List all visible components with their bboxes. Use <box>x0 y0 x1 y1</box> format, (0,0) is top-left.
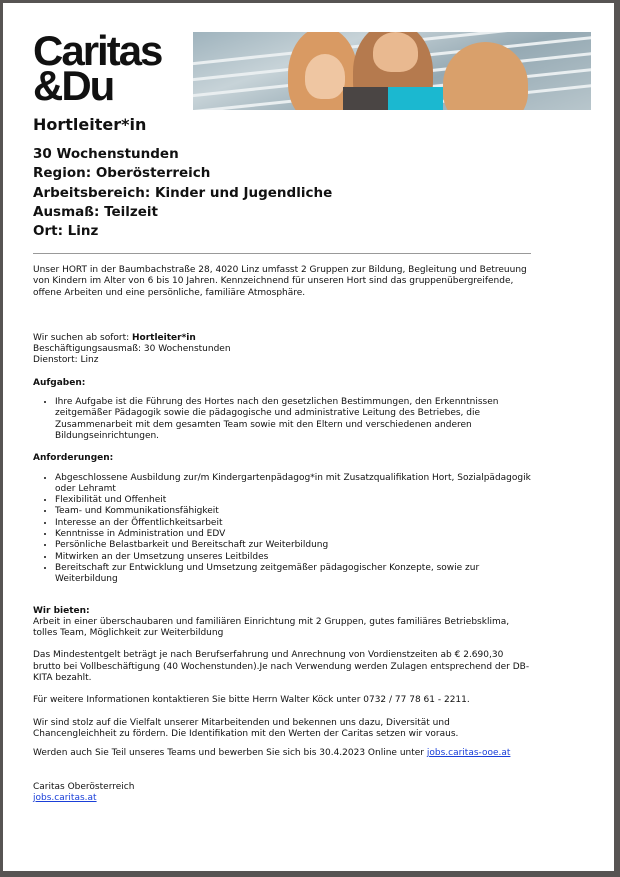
meta-region: Region: Oberösterreich <box>33 165 211 182</box>
list-item: • Persönliche Belastbarkeit und Bereitschaft zur Weiterbildung <box>55 540 533 551</box>
search-hours: Beschäftigungsausmaß: 30 Wochenstunden <box>33 344 231 355</box>
logo-line-2: &Du <box>33 62 114 109</box>
contact-text: Für weitere Informationen kontaktieren Sie bitte Herrn Walter Köck unter 0732 / 77 78 61 - 2211. <box>33 695 470 706</box>
tasks-list <box>33 397 533 442</box>
offer-text: Arbeit in einer überschaubaren und familiären Einrichtung mit 2 Gruppen, gutes familiäres Betriebsklima, tolles Team, Möglichkeit zur Weiterbildung <box>33 616 510 639</box>
intro-text: Unser HORT in der Baumbachstraße 28, 4020 Linz umfasst 2 Gruppen zur Bildung, Begleitung und Betreuung von Kindern im Alter von 6 bis 10 Jahren. Kennzeichnend für unseren Hort sind das gruppenübergreifende, offene Arbeiten und eine persönliche, familiäre Atmosphäre. <box>33 265 527 298</box>
list-item: • Mitwirken an der Umsetzung unseres Leitbildes <box>55 552 533 563</box>
divider <box>33 253 531 254</box>
footer-org: Caritas Oberösterreich <box>33 781 135 792</box>
search-position: Hortleiter*in <box>132 332 196 343</box>
search-location: Dienstort: Linz <box>33 355 99 366</box>
job-title: Hortleiter*in <box>33 115 147 134</box>
requirements-heading: Anforderungen: <box>33 453 114 464</box>
list-item: • Flexibilität und Offenheit <box>55 495 533 506</box>
list-item: • Bereitschaft zur Entwicklung und Umsetzung zeitgemäßer pädagogischer Konzepte, sowie zur Weiterbildung <box>55 563 533 586</box>
meta-area: Arbeitsbereich: Kinder und Jugendliche <box>33 184 333 201</box>
diversity-text: Wir sind stolz auf die Vielfalt unserer Mitarbeitenden und bekennen uns dazu, Diversität und Chancengleichheit zu fördern. Die Identifikation mit den Werten der Caritas setzen wir voraus. <box>33 717 459 739</box>
caritas-logo <box>33 27 162 109</box>
search-line: Wir suchen ab sofort: Hortleiter*in <box>33 332 196 343</box>
job-description <box>33 265 533 804</box>
meta-hours: 30 Wochenstunden <box>33 146 179 162</box>
hero-image <box>193 32 591 110</box>
logo-line-1: Caritas <box>33 27 162 74</box>
footer-link[interactable]: jobs.caritas.at <box>33 792 97 803</box>
list-item: • Team- und Kommunikationsfähigkeit <box>55 506 533 517</box>
list-item: • Abgeschlossene Ausbildung zur/m Kindergartenpädagog*in mit Zusatzqualifikation Hort, Sozialpädagogik oder Lehramt <box>55 473 533 496</box>
salary-text: Das Mindestentgelt beträgt je nach Berufserfahrung und Anrechnung von Vordienstzeiten ab € 2.690,30 brutto bei Vollbeschäftigung (40 Wochenstunden).Je nach Verwendung werden Zulagen entsprechend der DB-KITA bezahlt. <box>33 650 530 684</box>
apply-line: Werden auch Sie Teil unseres Teams und bewerben Sie sich bis 30.4.2023 Online unter jobs.caritas-ooe.at <box>33 748 511 759</box>
requirements-list <box>33 473 533 586</box>
apply-link[interactable]: jobs.caritas-ooe.at <box>426 748 511 759</box>
tasks-heading: Aufgaben: <box>33 377 86 388</box>
job-meta <box>33 145 332 241</box>
offer-heading: Wir bieten: <box>33 605 90 616</box>
list-item: • Kenntnisse in Administration und EDV <box>55 529 533 540</box>
list-item: • Interesse an der Öffentlichkeitsarbeit <box>55 518 533 529</box>
list-item: • Ihre Aufgabe ist die Führung des Hortes nach den gesetzlichen Bestimmungen, den Erkenntnissen zeitgemäßer Pädagogik sowie die pädagogische und administrative Leitung des Betriebes, die Zusammenarbeit mit dem gesamten Team sowie mit den Eltern und verschiedenen anderen Bildungseinrichtungen. <box>55 397 533 442</box>
document-page <box>3 3 614 871</box>
meta-extent: Ausmaß: Teilzeit <box>33 203 159 220</box>
meta-location: Ort: Linz <box>33 223 99 240</box>
